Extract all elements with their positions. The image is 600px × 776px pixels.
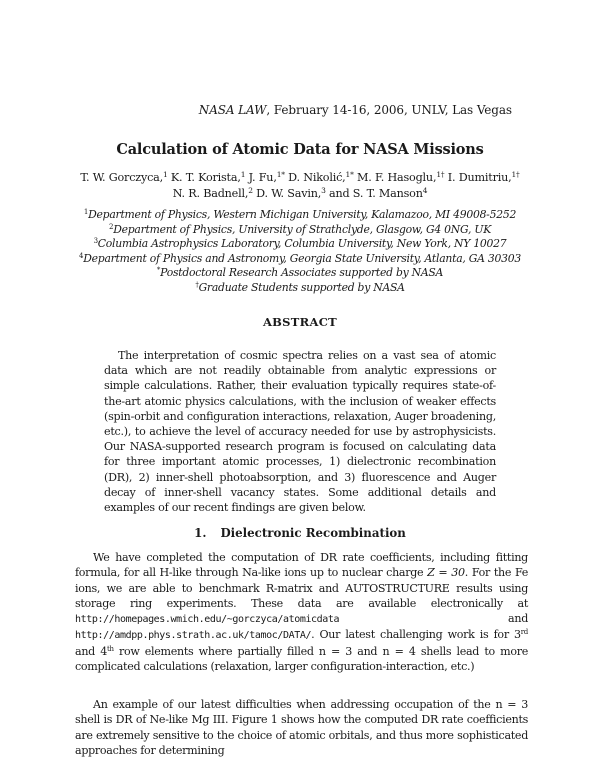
- author: and S. T. Manson$^4$: [325, 186, 428, 200]
- affiliation: $^1$Department of Physics, Western Michigan University, Kalamazoo, MI 49008-5252: [83, 208, 517, 221]
- abstract-heading: ABSTRACT: [262, 315, 338, 329]
- conference-details: , February 14-16, 2006, UNLV, Las Vegas: [266, 103, 512, 117]
- affiliation-list: [70, 208, 530, 296]
- conference-name: NASA LAW: [198, 103, 267, 117]
- author: M. F. Hasoglu,$^{1\dagger}$: [353, 170, 445, 184]
- author: N. R. Badnell,$^2$: [172, 186, 253, 200]
- author: I. Dumitriu,$^{1\dagger}$: [444, 170, 520, 184]
- abstract-text: The interpretation of cosmic spectra relies on a vast sea of atomic data which are not readily obtainable from analytic expressions or simple calculations. Rather, their evaluation typically requires state-of-the-art atomic physics calculations, with the inclusion of weaker effects (spin-orbit and configuration interactions, relaxation, Auger broadening, etc.), to achieve the level of accuracy needed for use by astrophysicists. Our NASA-supported research program is focused on calculating data for three important atomic processes, 1) dielectronic recombination (DR), 2) inner-shell photoabsorption, and 3) fluorescence and Auger decay of inner-shell vacancy states. Some additional details and examples of our recent findings are given below.: [104, 349, 496, 515]
- body-paragraph: We have completed the computation of DR rate coefficients, including fitting formula, for all H-like through Na-like ions up to nuclear charge Z = 30. For the Fe ions, we are able to benchmark R-matrix and AUTOSTRUCTURE results using storage ring experiments. These data are available electronically at http://homepages.wmich.edu/~gorczyca/atomicdata and http://amdpp.phys.strath.ac.uk/tamoc/DATA/. Our latest challenging work is for 3rd and 4th row elements where partially filled n = 3 and n = 4 shells lead to more complicated calculations (relaxation, larger configuration-interaction, etc.): [75, 551, 529, 674]
- author: J. Fu,$^{1*}$: [245, 170, 285, 184]
- affiliation: $^4$Department of Physics and Astronomy, Georgia State University, Atlanta, GA 30303: [79, 251, 521, 265]
- affiliation: $^3$Columbia Astrophysics Laboratory, Columbia University, New York, NY 10027: [93, 237, 507, 251]
- author: K. T. Korista,$^1$: [167, 170, 246, 184]
- author: D. W. Savin,$^3$: [252, 186, 326, 200]
- author-list: [80, 170, 520, 202]
- affiliation: $^2$Department of Physics, University of Strathclyde, Glasgow, G4 0NG, UK: [108, 222, 492, 236]
- section-title: Dielectronic Recombination: [220, 526, 406, 540]
- affiliation-note: *Postdoctoral Research Associates supported by NASA: [156, 266, 444, 280]
- data-url-link[interactable]: http://amdpp.phys.strath.ac.uk/tamoc/DATA/: [75, 630, 312, 642]
- paper-title: Calculation of Atomic Data for NASA Missions: [116, 141, 484, 158]
- section-number: 1.: [194, 526, 207, 540]
- author: D. Nikolić,$^{1*}$: [284, 170, 354, 184]
- data-url-link[interactable]: http://homepages.wmich.edu/~gorczyca/atomicdata: [75, 614, 340, 626]
- conference-header: [199, 103, 512, 117]
- affiliation-note: †Graduate Students supported by NASA: [195, 280, 405, 294]
- body-paragraph: An example of our latest difficulties when addressing occupation of the n = 3 shell is DR of Ne-like Mg III. Figure 1 shows how the computed DR rate coefficients are extremely sensitive to the choice of atomic orbitals, and thus more sophisticated approaches for determining: [75, 698, 528, 757]
- author: T. W. Gorczyca,$^1$: [80, 170, 168, 184]
- section-heading: [0, 526, 600, 540]
- nuclear-charge: Z = 30: [427, 566, 465, 580]
